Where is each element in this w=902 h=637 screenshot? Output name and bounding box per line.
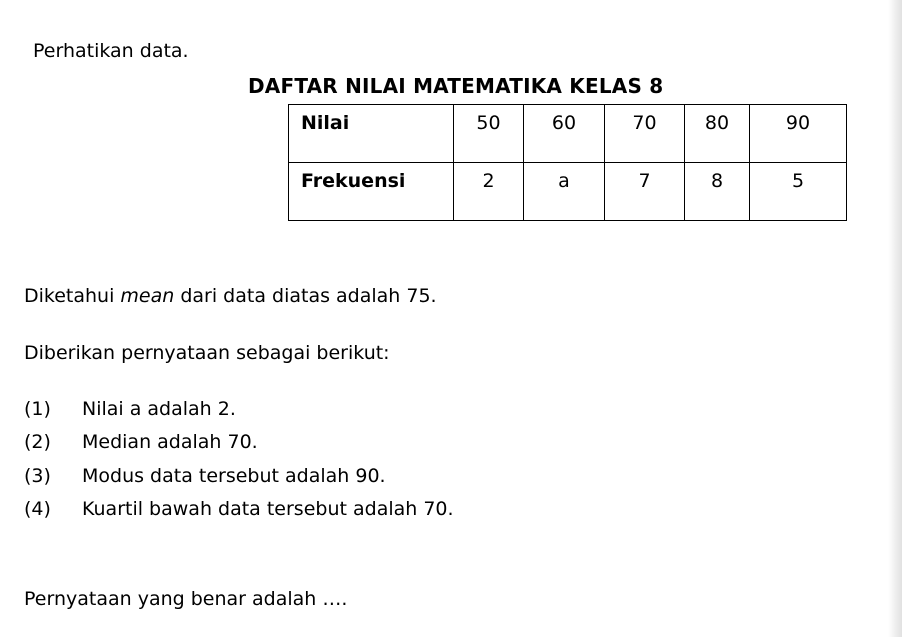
table-row-nilai [289,105,847,163]
statement-number: (1) [24,398,51,420]
table-cell: 5 [750,163,847,221]
table-cell: 70 [605,105,685,163]
statement-item [24,398,236,420]
score-frequency-table [288,104,847,221]
statement-text: Median adalah 70. [82,431,258,453]
row-header-nilai: Nilai [289,105,454,163]
statement-intro: Diberikan pernyataan sebagai berikut: [24,342,390,364]
question-text: Pernyataan yang benar adalah …. [24,588,348,610]
statement-item [24,465,386,487]
statement-text: Nilai a adalah 2. [82,398,236,420]
given-mean-text [24,285,437,307]
statement-text: Modus data tersebut adalah 90. [82,465,386,487]
page-edge-shadow [888,0,902,637]
table-cell: 50 [454,105,524,163]
table-title: DAFTAR NILAI MATEMATIKA KELAS 8 [248,74,664,98]
statement-item [24,498,454,520]
statement-text: Kuartil bawah data tersebut adalah 70. [82,498,454,520]
given-text-emphasis: mean [120,285,175,307]
statement-number: (4) [24,498,51,520]
statement-number: (2) [24,431,51,453]
table-cell: 80 [685,105,750,163]
table-cell: 60 [524,105,605,163]
statement-item [24,431,258,453]
given-text-start: Diketahui [24,285,121,307]
statement-number: (3) [24,465,51,487]
table-cell: 7 [605,163,685,221]
table-cell: 8 [685,163,750,221]
row-header-frekuensi: Frekuensi [289,163,454,221]
given-text-end: dari data diatas adalah 75. [174,285,437,307]
intro-text: Perhatikan data. [33,40,189,62]
table-row-frekuensi [289,163,847,221]
table-cell: 2 [454,163,524,221]
table-cell: a [524,163,605,221]
table-cell: 90 [750,105,847,163]
